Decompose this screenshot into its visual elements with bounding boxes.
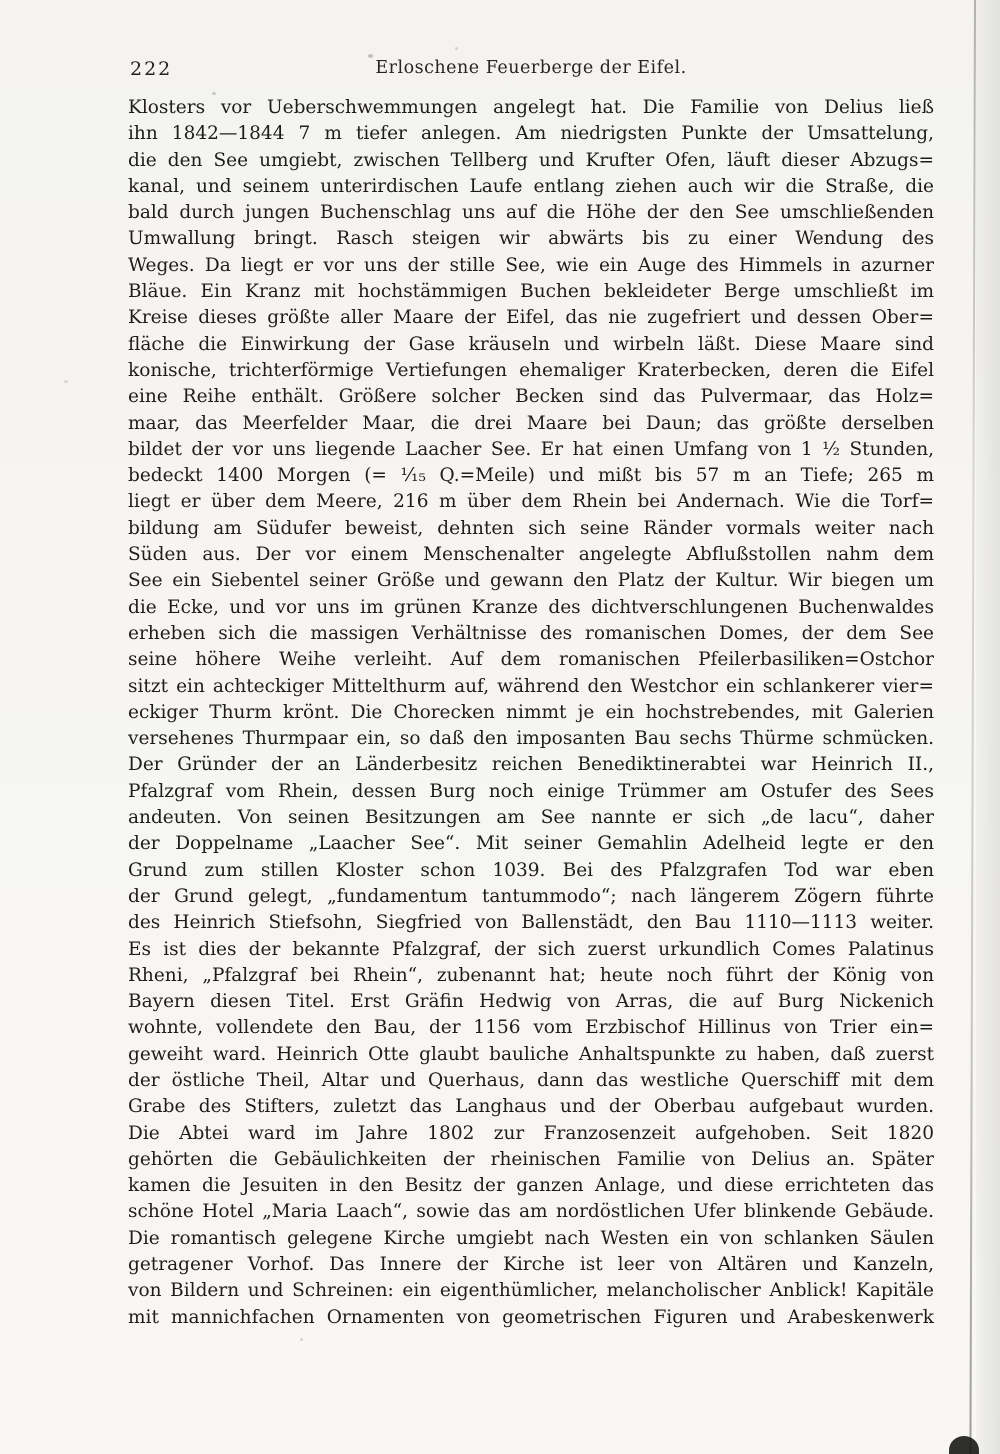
text-line: Weges. Da liegt er vor uns der stille See, wie ein Auge des Himmels in azurner: [128, 254, 934, 276]
text-line: fläche die Einwirkung der Gase kräuseln und wirbeln läßt. Diese Maare sind: [128, 333, 934, 355]
text-line: gehörten die Gebäulichkeiten der rheinischen Familie von Delius an. Später: [128, 1148, 934, 1170]
text-line: kamen die Jesuiten in den Besitz der ganzen Anlage, und diese errichteten das: [128, 1175, 934, 1197]
text-line: getragener Vorhof. Das Innere der Kirche ist leer von Altären und Kanzeln,: [128, 1254, 934, 1276]
text-line: Umwallung bringt. Rasch steigen wir abwärts bis zu einer Wendung des: [128, 228, 934, 250]
page-number: 222: [130, 58, 173, 80]
running-head: [128, 58, 934, 84]
text-line: von Bildern und Schreinen: ein eigenthümlicher, melancholischer Anblick! Kapitäle: [128, 1280, 934, 1302]
paper-speck: [300, 1338, 303, 1341]
page-edge-line: [969, 0, 976, 1454]
text-line: Süden aus. Der vor einem Menschenalter angelegte Abflußstollen nahm dem: [128, 544, 934, 566]
text-line: seine höhere Weihe verleiht. Auf dem romanischen Pfeilerbasiliken=Ostchor: [128, 649, 934, 671]
text-line: Die Abtei ward im Jahre 1802 zur Franzosenzeit aufgehoben. Seit 1820: [128, 1122, 934, 1144]
text-line: der Doppelname „Laacher See“. Mit seiner Gemahlin Adelheid legte er den: [128, 833, 934, 855]
text-line: Grund zum stillen Kloster schon 1039. Bei des Pfalzgrafen Tod war eben: [128, 859, 934, 881]
text-line: kanal, und seinem unterirdischen Laufe entlang ziehen auch wir die Straße, die: [128, 175, 934, 197]
text-line: Der Gründer der an Länderbesitz reichen Benediktinerabtei war Heinrich II.,: [128, 754, 934, 776]
text-line: andeuten. Von seinen Besitzungen am See nannte er sich „de lacu“, daher: [128, 807, 934, 829]
text-line: Bläue. Ein Kranz mit hochstämmigen Buchen bekleideter Berge umschließt im: [128, 281, 934, 303]
text-line: bildung am Südufer beweist, dehnten sich seine Ränder vormals weiter nach: [128, 517, 934, 539]
text-line: mit mannichfachen Ornamenten von geometrischen Figuren und Arabeskenwerk: [128, 1306, 934, 1328]
text-line: die Ecke, und vor uns im grünen Kranze des dichtverschlungenen Buchenwaldes: [128, 596, 934, 618]
text-line: Bayern diesen Titel. Erst Gräfin Hedwig von Arras, die auf Burg Nickenich: [128, 991, 934, 1013]
text-line: sitzt ein achteckiger Mittelthurm auf, während den Westchor ein schlankerer vier=: [128, 675, 934, 697]
text-line: bald durch jungen Buchenschlag uns auf die Höhe der den See umschließenden: [128, 202, 934, 224]
text-line: Klosters vor Ueberschwemmungen angelegt hat. Die Familie von Delius ließ: [128, 97, 934, 118]
text-line: Grabe des Stifters, zuletzt das Langhaus und der Oberbau aufgebaut wurden.: [128, 1096, 934, 1118]
text-line: Rheni, „Pfalzgraf bei Rhein“, zubenannt hat; heute noch führt der König von: [128, 964, 934, 986]
paper-speck: [368, 54, 373, 58]
text-line: konische, trichterförmige Vertiefungen ehemaliger Kraterbecken, deren die Eifel: [128, 359, 934, 381]
text-line: geweiht ward. Heinrich Otte glaubt bauliche Anhaltspunkte zu haben, daß zuerst: [128, 1043, 934, 1065]
page-edge-shadow: [976, 0, 1000, 1454]
text-line: Die romantisch gelegene Kirche umgiebt nach Westen ein von schlanken Säulen: [128, 1227, 934, 1249]
text-line: liegt er über dem Meere, 216 m über dem Rhein bei Andernach. Wie die Torf=: [128, 491, 934, 513]
text-line: wohnte, vollendete den Bau, der 1156 vom Erzbischof Hillinus von Trier ein=: [128, 1017, 934, 1039]
text-line: eine Reihe enthält. Größere solcher Becken sind das Pulvermaar, das Holz=: [128, 386, 934, 408]
text-line: Pfalzgraf vom Rhein, dessen Burg noch einige Trümmer am Ostufer des Sees: [128, 780, 934, 802]
text-line: bildet der vor uns liegende Laacher See. Er hat einen Umfang von 1 ¹⁄₂ Stunden,: [128, 438, 934, 460]
text-line: des Heinrich Stiefsohn, Siegfried von Ballenstädt, den Bau 1110—1113 weiter.: [128, 912, 934, 934]
paper-speck: [64, 380, 68, 383]
text-line: der Grund gelegt, „fundamentum tantummodo“; nach längerem Zögern führte: [128, 885, 934, 907]
running-header-title: Erloschene Feuerberge der Eifel.: [375, 58, 687, 78]
text-line: schöne Hotel „Maria Laach“, sowie das am nordöstlichen Ufer blinkende Gebäude.: [128, 1201, 934, 1223]
text-line: Es ist dies der bekannte Pfalzgraf, der sich zuerst urkundlich Comes Palatinus: [128, 938, 934, 960]
text-line: maar, das Meerfelder Maar, die drei Maare bei Daun; das größte derselben: [128, 412, 934, 434]
paper-speck: [455, 47, 458, 50]
text-line: bedeckt 1400 Morgen (= ¹⁄₁₅ Q.=Meile) und mißt bis 57 m an Tiefe; 265 m: [128, 465, 934, 487]
text-line: See ein Siebentel seiner Größe und gewann den Platz der Kultur. Wir biegen um: [128, 570, 934, 592]
paper-speck: [212, 92, 216, 95]
text-line: der östliche Theil, Altar und Querhaus, dann das westliche Querschiff mit dem: [128, 1069, 934, 1091]
text-line: Kreise dieses größte aller Maare der Eifel, das nie zugefriert und dessen Ober=: [128, 307, 934, 329]
text-line: die den See umgiebt, zwischen Tellberg und Krufter Ofen, läuft dieser Abzugs=: [128, 149, 934, 171]
text-line: ihn 1842—1844 7 m tiefer anlegen. Am niedrigsten Punkte der Umsattelung,: [128, 123, 934, 145]
text-line: erheben sich die massigen Verhältnisse des romanischen Domes, der dem See: [128, 622, 934, 644]
text-line: eckiger Thurm krönt. Die Chorecken nimmt je ein hochstrebendes, mit Galerien: [128, 701, 934, 723]
scan-corner-mark: [949, 1436, 979, 1454]
body-text-block: [128, 95, 934, 1331]
text-line: versehenes Thurmpaar ein, so daß den imposanten Bau sechs Thürme schmücken.: [128, 728, 934, 750]
